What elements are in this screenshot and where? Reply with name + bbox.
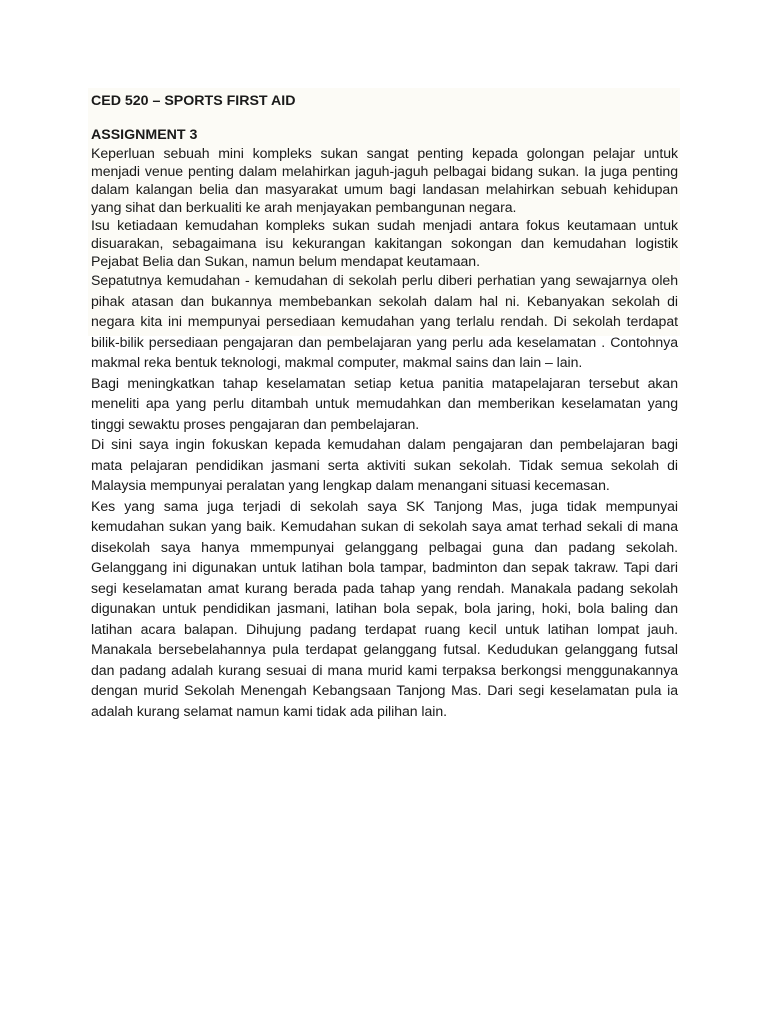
assignment-heading: ASSIGNMENT 3: [91, 127, 198, 143]
paragraph-1: Keperluan sebuah mini kompleks sukan sangat penting kepada golongan pelajar untuk menjadi venue penting dalam melahirkan jaguh-jaguh pelbagai bidang sukan. Ia juga penting dalam kalangan belia dan masyarakat umum bagi landasan melahirkan sebuah kehidupan yang sihat dan berkualiti ke arah menjayakan pembangunan negara.: [91, 145, 678, 215]
paragraph-3: Sepatutnya kemudahan - kemudahan di sekolah perlu diberi perhatian yang sewajarnya oleh pihak atasan dan bukannya membebankan sekolah dalam hal ni. Kebanyakan sekolah di negara kita ini mempunyai persediaan kemudahan yang terlalu rendah. Di sekolah terdapat bilik-bilik persediaan pengajaran dan pembelajaran yang perlu ada keselamatan . Contohnya makmal reka bentuk teknologi, makmal computer, makmal sains dan lain – lain.: [91, 272, 678, 370]
paragraph-4: Bagi meningkatkan tahap keselamatan setiap ketua panitia matapelajaran tersebut akan meneliti apa yang perlu ditambah untuk memudahkan dan memberikan keselamatan yang tinggi sewaktu proses pengajaran dan pembelajaran.: [91, 374, 678, 432]
document-title: CED 520 – SPORTS FIRST AID: [91, 93, 296, 109]
paragraph-2: Isu ketiadaan kemudahan kompleks sukan sudah menjadi antara fokus keutamaan untuk disuarakan, sebagaimana isu kekurangan kakitangan sokongan dan kemudahan logistik Pejabat Belia dan Sukan, namun belum mendapat keutamaan.: [91, 217, 678, 269]
paragraph-6: Kes yang sama juga terjadi di sekolah saya SK Tanjong Mas, juga tidak mempunyai kemudahan sukan yang baik. Kemudahan sukan di sekolah saya amat terhad sekali di mana disekolah saya hanya mmempunyai gelanggang pelbagai guna dan padang sekolah. Gelanggang ini digunakan untuk latihan bola tampar, badminton dan sepak takraw. Tapi dari segi keselamatan amat kurang berada pada tahap yang rendah. Manakala padang sekolah digunakan untuk pendidikan jasmani, latihan bola sepak, bola jaring, hoki, bola baling dan latihan acara balapan. Dihujung padang terdapat ruang kecil untuk latihan lompat jauh. Manakala bersebelahannya pula terdapat gelanggang futsal. Kedudukan gelanggang futsal dan padang adalah kurang sesuai di mana murid kami terpaksa berkongsi menggunakannya dengan murid Sekolah Menengah Kebangsaan Tanjong Mas. Dari segi keselamatan pula ia adalah kurang selamat namun kami tidak ada pilihan lain.: [91, 497, 678, 719]
paragraph-5: Di sini saya ingin fokuskan kepada kemudahan dalam pengajaran dan pembelajaran bagi mata pelajaran pendidikan jasmani serta aktiviti sukan sekolah. Tidak semua sekolah di Malaysia mempunyai peralatan yang lengkap dalam menangani situasi kecemasan.: [91, 436, 678, 493]
document-body: [91, 92, 678, 721]
